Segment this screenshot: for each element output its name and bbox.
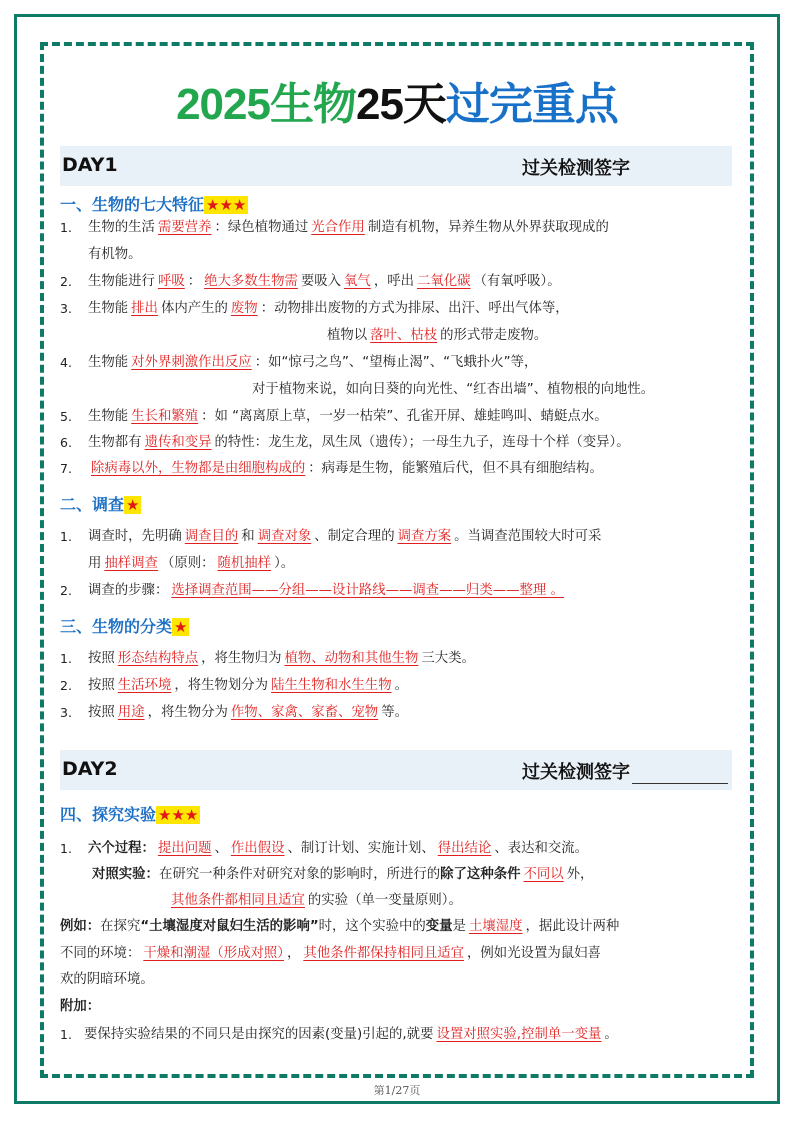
answer: 抽样调查 bbox=[104, 556, 158, 571]
answer: 对外界刺激作出反应 bbox=[131, 355, 252, 370]
day2-sign-label: 过关检测签字 bbox=[522, 758, 728, 784]
item-number: 3. bbox=[60, 301, 72, 316]
answer: 设置对照实验,控制单一变量 bbox=[436, 1027, 602, 1042]
answer: 调查对象 bbox=[257, 529, 312, 544]
section-4-heading: 四、探究实验 ★★★ bbox=[60, 805, 199, 824]
list-item: 按照 形态结构特点 ，将生物归为 植物、动物和其他生物 三大类。 bbox=[88, 651, 475, 666]
list-item: 生物能 生长和繁殖 ：如 “离离原上草，一岁一枯荣”、孔雀开屏、雄蛙鸣叫、蜻蜓点水。 bbox=[88, 409, 608, 424]
answer: 植物、动物和其他生物 bbox=[284, 651, 419, 666]
list-item: 按照 用途 ，将生物分为 作物、家禽、家畜、宠物 等。 bbox=[88, 705, 408, 720]
item-number: 2. bbox=[60, 583, 72, 598]
list-item-continuation: 用 抽样调查 （原则： 随机抽样 ）。 bbox=[88, 556, 295, 571]
section-1-heading: 一、生物的七大特征 ★★★ bbox=[60, 195, 247, 214]
list-item: 调查时，先明确 调查目的 和 调查对象 、制定合理的 调查方案 。当调查范围较大时可采 bbox=[88, 529, 602, 544]
item-number: 6. bbox=[60, 435, 72, 450]
control-experiment-definition: 对照实验：在研究一种条件对研究对象的影响时，所进行的除了这种条件 不同以 外， bbox=[92, 867, 594, 882]
answer: 作出假设 bbox=[230, 841, 285, 856]
importance-stars: ★★★ bbox=[206, 196, 247, 214]
item-number: 7. bbox=[60, 461, 72, 476]
addendum-heading: 附加： bbox=[60, 999, 101, 1014]
signature-line[interactable] bbox=[632, 765, 728, 784]
item-number: 2. bbox=[60, 274, 72, 289]
importance-stars: ★ bbox=[126, 496, 140, 514]
importance-stars: ★ bbox=[174, 618, 188, 636]
example-paragraph: 例如：在探究“土壤湿度对鼠妇生活的影响”时，这个实验中的变量是 土壤湿度 ，据此设计两种 bbox=[60, 919, 620, 934]
list-item: 生物的生活 需要营养 ：绿色植物通过 光合作用 制造有机物，异养生物从外界获取现成的 bbox=[88, 220, 609, 235]
example-paragraph-continuation: 不同的环境： 干燥和潮湿（形成对照） ， 其他条件都保持相同且适宜 ，例如光设置为鼠妇喜 bbox=[60, 946, 601, 961]
answer: 排出 bbox=[131, 301, 158, 316]
example-paragraph-continuation: 欢的阴暗环境。 bbox=[60, 972, 154, 987]
answer: 其他条件都保持相同且适宜 bbox=[303, 946, 465, 961]
day2-label: DAY2 bbox=[62, 758, 118, 780]
answer: 二氧化碳 bbox=[416, 274, 471, 289]
list-item: 生物都有 遗传和变异 的特性：龙生龙，凤生凤（遗传）；一母生九子，连母十个样（变异）。 bbox=[88, 435, 630, 450]
answer: 选择调查范围——分组——设计路线——调查——归类——整理 。 bbox=[171, 583, 564, 598]
list-item-continuation: 对于植物来说，如向日葵的向光性、“红杏出墙”、植物根的向地性。 bbox=[252, 382, 655, 397]
answer: 生活环境 bbox=[117, 678, 172, 693]
answer: 除病毒以外，生物都是由细胞构成的 bbox=[91, 461, 306, 476]
answer: 其他条件都相同且适宜 bbox=[171, 893, 305, 908]
list-item: 要保持实验结果的不同只是由探究的因素(变量)引起的,就要 设置对照实验,控制单一变量 。 bbox=[84, 1027, 618, 1042]
list-item-continuation: 植物以 落叶、枯枝 的形式带走废物。 bbox=[327, 328, 548, 343]
section-3-heading: 三、生物的分类 ★ bbox=[60, 617, 188, 636]
answer: 遗传和变异 bbox=[144, 435, 212, 450]
answer: 不同以 bbox=[523, 867, 564, 882]
section-2-heading: 二、调查 ★ bbox=[60, 495, 140, 514]
item-number: 1. bbox=[60, 841, 72, 856]
answer: 提出问题 bbox=[157, 841, 212, 856]
day1-header bbox=[60, 146, 732, 186]
item-number: 1. bbox=[60, 220, 72, 235]
answer: 氧气 bbox=[344, 274, 371, 289]
importance-stars: ★★★ bbox=[158, 806, 199, 824]
day1-label: DAY1 bbox=[62, 154, 118, 176]
page-number: 第1/27页 bbox=[373, 1084, 421, 1097]
answer: 需要营养 bbox=[157, 220, 212, 235]
item-number: 5. bbox=[60, 409, 72, 424]
answer: 调查方案 bbox=[397, 529, 452, 544]
answer: 绝大多数生物需 bbox=[204, 274, 298, 289]
item-number: 1. bbox=[60, 1027, 72, 1042]
item-number: 4. bbox=[60, 355, 72, 370]
answer: 干燥和潮湿（形成对照） bbox=[143, 946, 284, 961]
answer: 生长和繁殖 bbox=[131, 409, 199, 424]
list-item: 按照 生活环境 ，将生物划分为 陆生生物和水生生物 。 bbox=[88, 678, 408, 693]
answer: 随机抽样 bbox=[217, 556, 272, 571]
answer: 土壤湿度 bbox=[468, 919, 523, 934]
list-item: 生物能 排出 体内产生的 废物 ：动物排出废物的方式为排尿、出汗、呼出气体等， bbox=[88, 301, 569, 316]
answer: 作物、家禽、家畜、宠物 bbox=[230, 705, 379, 720]
item-number: 1. bbox=[60, 529, 72, 544]
answer: 陆生生物和水生生物 bbox=[271, 678, 392, 693]
answer: 呼吸 bbox=[157, 274, 185, 289]
list-item-continuation: 有机物。 bbox=[88, 247, 142, 262]
answer: 光合作用 bbox=[311, 220, 365, 235]
answer: 调查目的 bbox=[184, 529, 239, 544]
list-item: 调查的步骤： 选择调查范围——分组——设计路线——调查——归类——整理 。 bbox=[88, 582, 567, 600]
list-item-continuation: 其他条件都相同且适宜 的实验（单一变量原则）。 bbox=[168, 892, 462, 910]
list-item: 除病毒以外，生物都是由细胞构成的 ：病毒是生物，能繁殖后代，但不具有细胞结构。 bbox=[88, 460, 603, 478]
list-item: 生物能 对外界刺激作出反应 ：如“惊弓之鸟”、“望梅止渴”、“飞蛾扑火”等， bbox=[88, 355, 538, 370]
item-number: 2. bbox=[60, 678, 72, 693]
answer: 用途 bbox=[117, 705, 145, 720]
day2-header bbox=[60, 750, 732, 790]
item-number: 1. bbox=[60, 651, 72, 666]
list-item: 生物能进行 呼吸 ： 绝大多数生物需 要吸入 氧气 ，呼出 二氧化碳 （有氧呼吸）。 bbox=[88, 274, 561, 289]
answer: 废物 bbox=[230, 301, 258, 316]
answer: 得出结论 bbox=[437, 841, 492, 856]
list-item: 六个过程： 提出问题 、 作出假设 、制订计划、实施计划、 得出结论 、表达和交流。 bbox=[88, 841, 589, 856]
item-number: 3. bbox=[60, 705, 72, 720]
answer: 落叶、枯枝 bbox=[370, 328, 438, 343]
day1-sign-label: 过关检测签字 bbox=[522, 158, 630, 179]
answer: 形态结构特点 bbox=[117, 651, 199, 666]
page-title: 2025生物25天过完重点 bbox=[176, 80, 618, 129]
